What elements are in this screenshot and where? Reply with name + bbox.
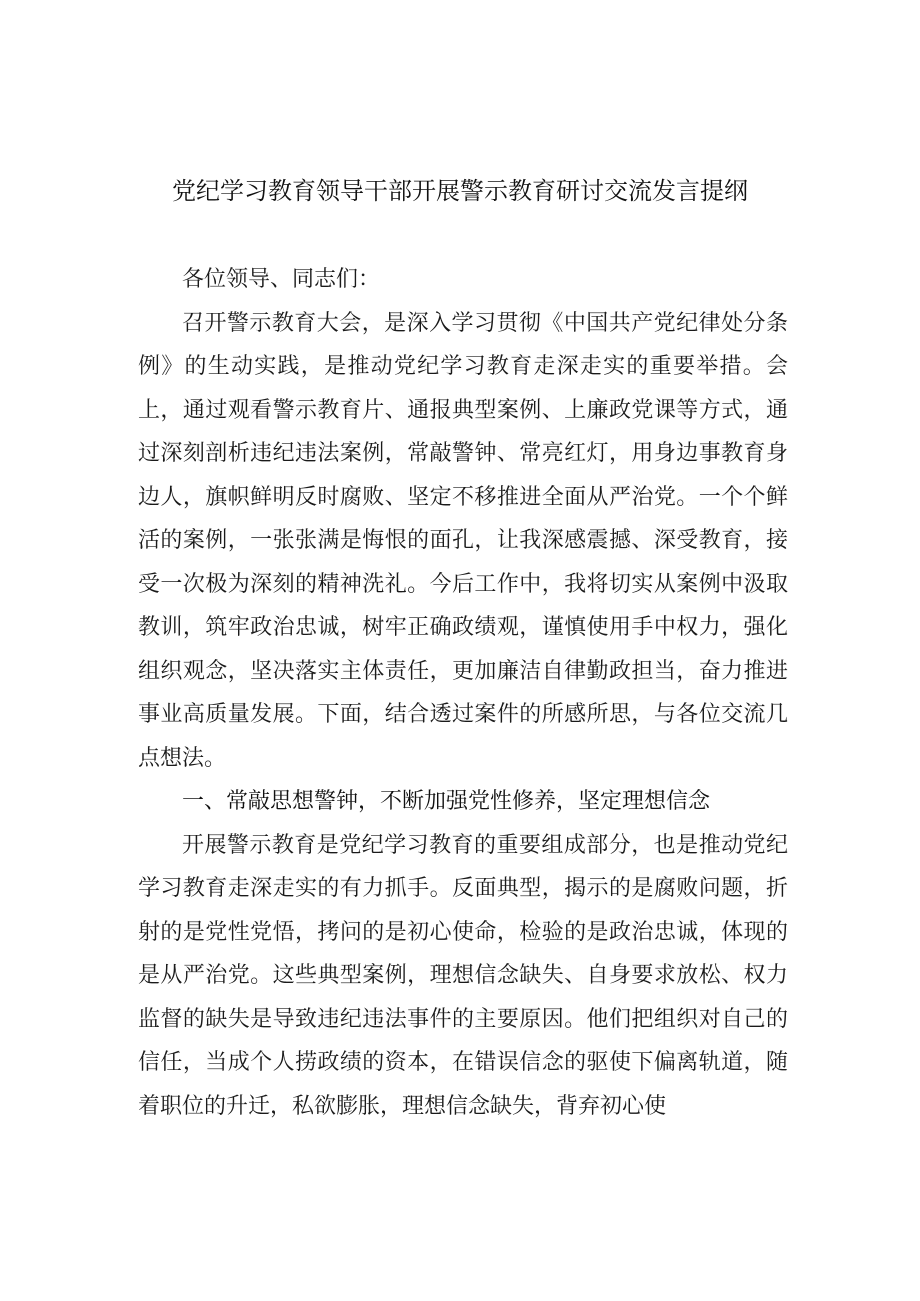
document-body — [138, 258, 788, 1128]
intro-paragraph: 召开警示教育大会，是深入学习贯彻《中国共产党纪律处分条例》的生动实践，是推动党纪学习教育走深走实的重要举措。会上，通过观看警示教育片、通报典型案例、上廉政党课等方式，通过深刻剖析违纪违法案例，常敲警钟、常亮红灯，用身边事教育身边人，旗帜鲜明反时腐败、坚定不移推进全面从严治党。一个个鲜活的案例，一张张满是悔恨的面孔，让我深感震撼、深受教育，接受一次极为深刻的精神洗礼。今后工作中，我将切实从案例中汲取教训，筑牢政治忠诚，树牢正确政绩观，谨慎使用手中权力，强化组织观念，坚决落实主体责任，更加廉洁自律勤政担当，奋力推进事业高质量发展。下面，结合透过案件的所感所思，与各位交流几点想法。 — [138, 310, 788, 771]
section-heading: 一、常敲思想警钟，不断加强党性修养，坚定理想信念 — [182, 789, 711, 814]
salutation: 各位领导、同志们： — [182, 267, 381, 292]
document-title: 党纪学习教育领导干部开展警示教育研讨交流发言提纲 — [172, 177, 748, 205]
section-paragraph: 开展警示教育是党纪学习教育的重要组成部分，也是推动党纪学习教育走深走实的有力抓手。反面典型，揭示的是腐败问题，折射的是党性党悟，拷问的是初心使命，检验的是政治忠诚，体现的是从严治党。这些典型案例，理想信念缺失、自身要求放松、权力监督的缺失是导致违纪违法事件的主要原因。他们把组织对自己的信任，当成个人捞政绩的资本，在错误信念的驱使下偏离轨道，随着职位的升迁，私欲膨胀，理想信念缺失，背弃初心使 — [138, 832, 788, 1119]
